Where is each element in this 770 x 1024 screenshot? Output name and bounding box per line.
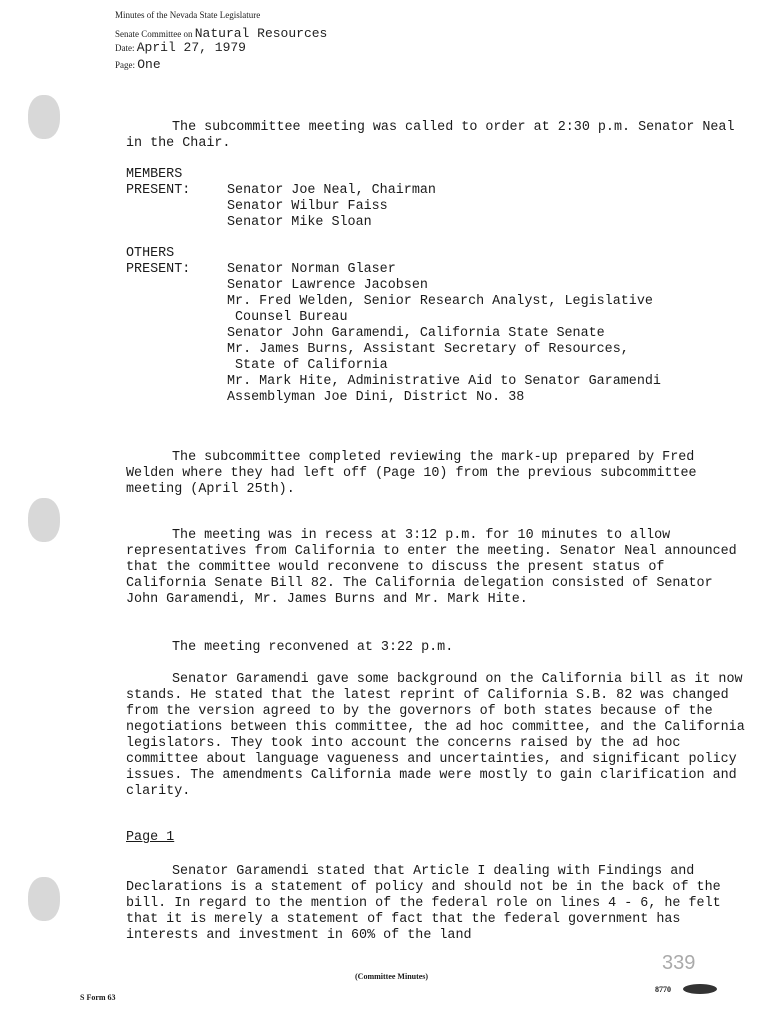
paragraph: Senator Garamendi gave some background on the California bill as it now stands. He stated that the latest reprint of California S.B. 82 was changed from the version agreed to by the governors of both states because of the negotiations between this committee, the ad hoc committee, and the California legislators. They took into account the concerns raised by the ad hoc committee about language vagueness and uncertainties, and significant policy issues. The amendments California made were mostly to gain clarification and clarity. <box>126 672 745 799</box>
list-item: State of California <box>235 358 388 373</box>
header-date <box>115 40 246 55</box>
members-label: MEMBERS PRESENT: <box>126 167 191 198</box>
punch-hole-bottom <box>28 877 60 921</box>
footer-form: S Form 63 <box>80 993 116 1002</box>
paragraph: The subcommittee completed reviewing the mark-up prepared by Fred Welden where they had left off (Page 10) from the previous subcommittee meeting (April 25th). <box>126 450 697 497</box>
committee-value: Natural Resources <box>194 26 328 41</box>
header-committee <box>115 26 327 41</box>
list-item: Senator Norman Glaser <box>227 262 396 277</box>
page-number: 339 <box>662 952 696 974</box>
others-label: OTHERS PRESENT: <box>126 246 191 277</box>
list-item: Senator Lawrence Jacobsen <box>227 278 428 293</box>
list-item: Mr. James Burns, Assistant Secretary of Resources, <box>227 342 629 357</box>
punch-hole-top <box>28 95 60 139</box>
list-item: Counsel Bureau <box>235 310 348 325</box>
paragraph: The meeting reconvened at 3:22 p.m. <box>172 640 454 655</box>
footer-center: (Committee Minutes) <box>355 972 429 981</box>
page-label: Page: <box>115 60 135 70</box>
paragraph: The meeting was in recess at 3:12 p.m. for 10 minutes to allow representatives from California to enter the meeting. Senator Neal announced that the committee would reconvene to discuss the present status of California Senate Bill 82. The California delegation consisted of Senator John Garamendi, Mr. James Burns and Mr. Mark Hite. <box>126 528 737 607</box>
seal-icon <box>683 984 717 994</box>
list-item: Senator Joe Neal, Chairman <box>227 183 436 198</box>
header-org: Minutes of the Nevada State Legislature <box>115 10 261 20</box>
page-value: One <box>137 57 161 72</box>
footer-code: 8770 <box>655 985 671 994</box>
list-item: Mr. Fred Welden, Senior Research Analyst, Legislative <box>227 294 653 309</box>
intro-paragraph: The subcommittee meeting was called to order at 2:30 p.m. Senator Neal in the Chair. <box>126 120 735 151</box>
members-list <box>227 183 436 231</box>
section-subheading: Page 1 <box>126 830 175 845</box>
punch-hole-middle <box>28 498 60 542</box>
date-label: Date: <box>115 43 135 53</box>
committee-label: Senate Committee on <box>115 29 193 39</box>
list-item: Senator Wilbur Faiss <box>227 199 388 214</box>
list-item: Mr. Mark Hite, Administrative Aid to Senator Garamendi <box>227 374 661 389</box>
date-value: April 27, 1979 <box>136 40 246 55</box>
list-item: Senator John Garamendi, California State Senate <box>227 326 605 341</box>
paragraph: Senator Garamendi stated that Article I dealing with Findings and Declarations is a statement of policy and should not be in the back of the bill. In regard to the mention of the federal role on lines 4 - 6, he felt that it is merely a statement of fact that the federal government has interests and investment in 60% of the land <box>126 864 721 943</box>
list-item: Senator Mike Sloan <box>227 215 372 230</box>
header-page <box>115 57 161 72</box>
list-item: Assemblyman Joe Dini, District No. 38 <box>227 390 525 405</box>
others-list <box>227 262 661 406</box>
